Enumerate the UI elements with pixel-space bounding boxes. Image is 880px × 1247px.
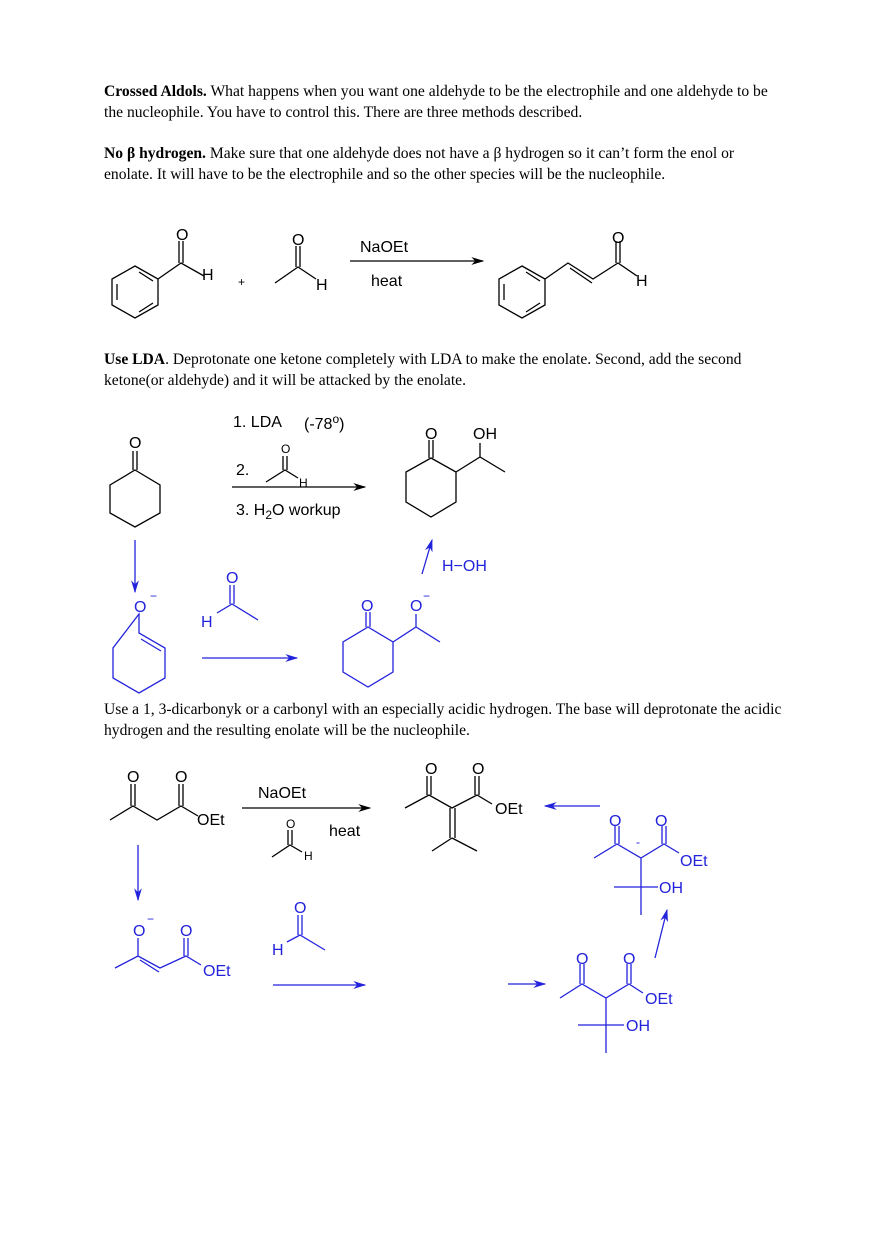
body-text: What happens when you want one aldehyde to be the electrophile and one aldehyde to be the nucleophile. You have to control this. There are three methods described. <box>104 83 768 121</box>
atom-label: O <box>180 923 193 940</box>
heading: Crossed Aldols. <box>104 83 207 100</box>
charge-label: − <box>423 589 431 603</box>
atom-label: OH <box>659 880 683 897</box>
atom-label: O <box>425 761 438 778</box>
atom-label: O <box>361 598 374 615</box>
atom-label: O <box>410 598 423 615</box>
knoevenagel-product-structure <box>405 761 523 851</box>
atom-label: O <box>294 900 307 917</box>
atom-label: O <box>623 951 636 968</box>
atom-label: O <box>612 230 625 247</box>
cyclohexanone-structure <box>110 435 160 527</box>
atom-label: O <box>292 232 305 249</box>
atom-label: O <box>281 442 291 456</box>
heading: No β hydrogen. <box>104 145 206 162</box>
atom-label: O <box>175 769 188 786</box>
charge-label: − <box>147 912 155 926</box>
water-label: H−OH <box>442 558 487 575</box>
heading: Use LDA <box>104 351 166 368</box>
scheme-benzaldehyde-aldol <box>112 227 648 318</box>
atom-label: O <box>655 813 668 830</box>
acetaldehyde-small <box>272 817 313 863</box>
condition-label: heat <box>371 273 403 290</box>
atom-label: OEt <box>645 991 673 1008</box>
ethyl-acetoacetate-structure <box>110 769 225 829</box>
atom-label: O <box>129 435 142 452</box>
condition-label: heat <box>329 823 361 840</box>
atom-label: O <box>176 227 189 244</box>
benzaldehyde-structure <box>112 227 214 318</box>
atom-label: OEt <box>197 812 225 829</box>
cinnamaldehyde-structure <box>499 230 648 318</box>
atom-label: O <box>609 813 622 830</box>
charge-label: - <box>636 835 640 849</box>
atom-label: H <box>202 267 214 284</box>
step1-label: 1. LDA <box>233 414 282 431</box>
acetaldehyde-small <box>266 442 308 490</box>
scheme-dicarbonyl <box>110 761 708 1053</box>
atom-label: O <box>226 570 239 587</box>
temperature-label: (-78$^o$) <box>304 412 345 433</box>
mechanism-arrow <box>422 540 432 574</box>
aldol-adduct-structure <box>560 951 673 1053</box>
body-text: . Deprotonate one ketone completely with LDA to make the enolate. Second, add the second ketone(or aldehyde) and it will be attacked by the enolate. <box>104 351 742 389</box>
carbanion-aldol-structure <box>594 813 708 915</box>
atom-label: H <box>316 277 328 294</box>
atom-label: O <box>472 761 485 778</box>
mechanism-arrow <box>655 910 667 958</box>
acetaldehyde-blue <box>272 900 325 959</box>
acetaldehyde-structure <box>275 232 328 294</box>
atom-label: O <box>425 426 438 443</box>
scheme-lda <box>110 412 505 693</box>
atom-label: H <box>304 849 313 863</box>
atom-label: OH <box>626 1018 650 1035</box>
alkoxide-intermediate <box>343 589 440 687</box>
plus-sign: + <box>238 275 246 289</box>
atom-label: O <box>127 769 140 786</box>
enolate-structure <box>113 589 165 693</box>
atom-label: H <box>636 273 648 290</box>
step3-label: 3. $H_2O$ workup <box>236 502 341 522</box>
atom-label: H <box>272 942 284 959</box>
step2-label: 2. <box>236 462 250 479</box>
atom-label: H <box>299 476 308 490</box>
body-text: Use a 1, 3-dicarbonyk or a carbonyl with an especially acidic hydrogen. The base will deprotonate the acidic hydrogen and the resulting enolate will be the nucleophile. <box>104 701 782 739</box>
atom-label: H <box>201 614 213 631</box>
atom-label: O <box>286 817 296 831</box>
stabilized-enolate-structure <box>115 912 231 980</box>
acetaldehyde-blue <box>201 570 258 631</box>
atom-label: O <box>576 951 589 968</box>
reagent-label: NaOEt <box>258 785 307 802</box>
atom-label: OEt <box>495 801 523 818</box>
atom-label: O <box>133 923 146 940</box>
charge-label: − <box>150 589 158 603</box>
body-text: Make sure that one aldehyde does not have a β hydrogen so it can’t form the enol or enolate. It will have to be the electrophile and so the other species will be the nucleophile. <box>104 145 735 183</box>
aldol-product-structure <box>406 426 505 517</box>
reagent-label: NaOEt <box>360 239 409 256</box>
atom-label: OEt <box>680 853 708 870</box>
atom-label: OH <box>473 426 497 443</box>
atom-label: O <box>134 599 147 616</box>
atom-label: OEt <box>203 963 231 980</box>
